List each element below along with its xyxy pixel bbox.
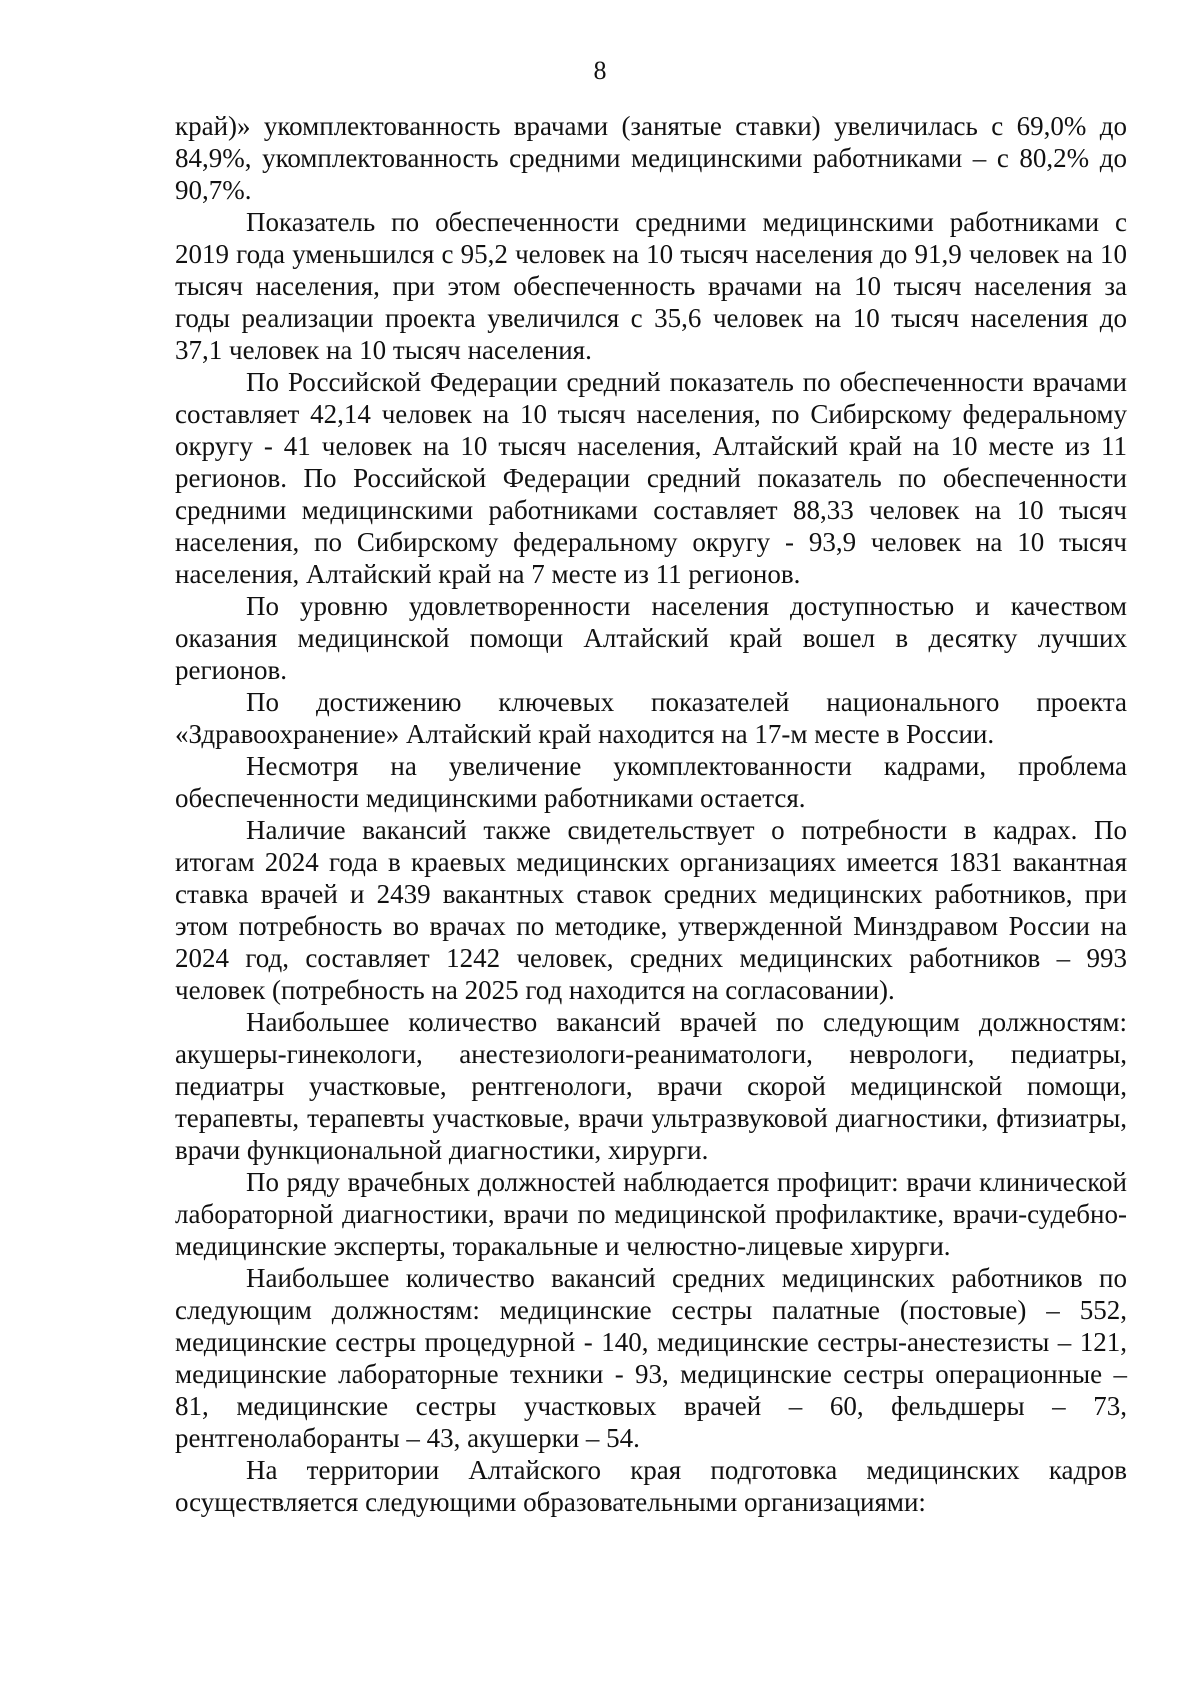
document-body	[175, 110, 1127, 1518]
paragraph-nurse-vacancies: Наибольшее количество вакансий средних медицинских работников по следующим должностям: медицинские сестры палатные (постовые) – 552, медицинские сестры процедурной - 140, медицинские сестры-анестезисты – 121, медицинские лабораторные техники - 93, медицинские сестры операционные – 81, медицинские сестры участковых врачей – 60, фельдшеры – 73, рентгенолаборанты – 43, акушерки – 54.	[175, 1263, 1127, 1453]
paragraph-doctor-surplus: По ряду врачебных должностей наблюдается профицит: врачи клинической лабораторной диагностики, врачи по медицинской профилактике, врачи-судебно-медицинские эксперты, торакальные и челюстно-лицевые хирурги.	[175, 1167, 1127, 1261]
paragraph-vacancies: Наличие вакансий также свидетельствует о потребности в кадрах. По итогам 2024 года в краевых медицинских организациях имеется 1831 вакантная ставка врачей и 2439 вакантных ставок средних медицинских работников, при этом потребность во врачах по методике, утвержденной Минздравом России на 2024 год, составляет 1242 человек, средних медицинских работников – 993 человек (потребность на 2025 год находится на согласовании).	[175, 815, 1127, 1005]
paragraph-education-organizations: На территории Алтайского края подготовка медицинских кадров осуществляется следующими образовательными организациями:	[175, 1455, 1127, 1517]
paragraph-nurse-provision: Показатель по обеспеченности средними медицинскими работниками с 2019 года уменьшился с 95,2 человек на 10 тысяч населения до 91,9 человек на 10 тысяч населения, при этом обеспеченность врачами на 10 тысяч населения за годы реализации проекта увеличился с 35,6 человек на 10 тысяч населения до 37,1 человек на 10 тысяч населения.	[175, 207, 1127, 365]
paragraph-satisfaction-ranking: По уровню удовлетворенности населения доступностью и качеством оказания медицинской помощи Алтайский край вошел в десятку лучших регионов.	[175, 591, 1127, 685]
page-number: 8	[593, 56, 607, 85]
paragraph-national-project-ranking: По достижению ключевых показателей национального проекта «Здравоохранение» Алтайский край находится на 17-м месте в России.	[175, 687, 1127, 749]
paragraph-staffing-levels: край)» укомплектованность врачами (занятые ставки) увеличилась с 69,0% до 84,9%, укомплектованность средними медицинскими работниками – с 80,2% до 90,7%.	[175, 111, 1127, 205]
paragraph-doctor-vacancies: Наибольшее количество вакансий врачей по следующим должностям: акушеры-гинекологи, анестезиологи-реаниматологи, неврологи, педиатры, педиатры участковые, рентгенологи, врачи скорой медицинской помощи, терапевты, терапевты участковые, врачи ультразвуковой диагностики, фтизиатры, врачи функциональной диагностики, хирурги.	[175, 1007, 1127, 1165]
paragraph-staffing-problem: Несмотря на увеличение укомплектованности кадрами, проблема обеспеченности медицинскими работниками остается.	[175, 751, 1127, 813]
paragraph-federal-comparison: По Российской Федерации средний показатель по обеспеченности врачами составляет 42,14 человек на 10 тысяч населения, по Сибирскому федеральному округу - 41 человек на 10 тысяч населения, Алтайский край на 10 месте из 11 регионов. По Российской Федерации средний показатель по обеспеченности средними медицинскими работниками составляет 88,33 человек на 10 тысяч населения, по Сибирскому федеральному округу - 93,9 человек на 10 тысяч населения, Алтайский край на 7 месте из 11 регионов.	[175, 367, 1127, 589]
